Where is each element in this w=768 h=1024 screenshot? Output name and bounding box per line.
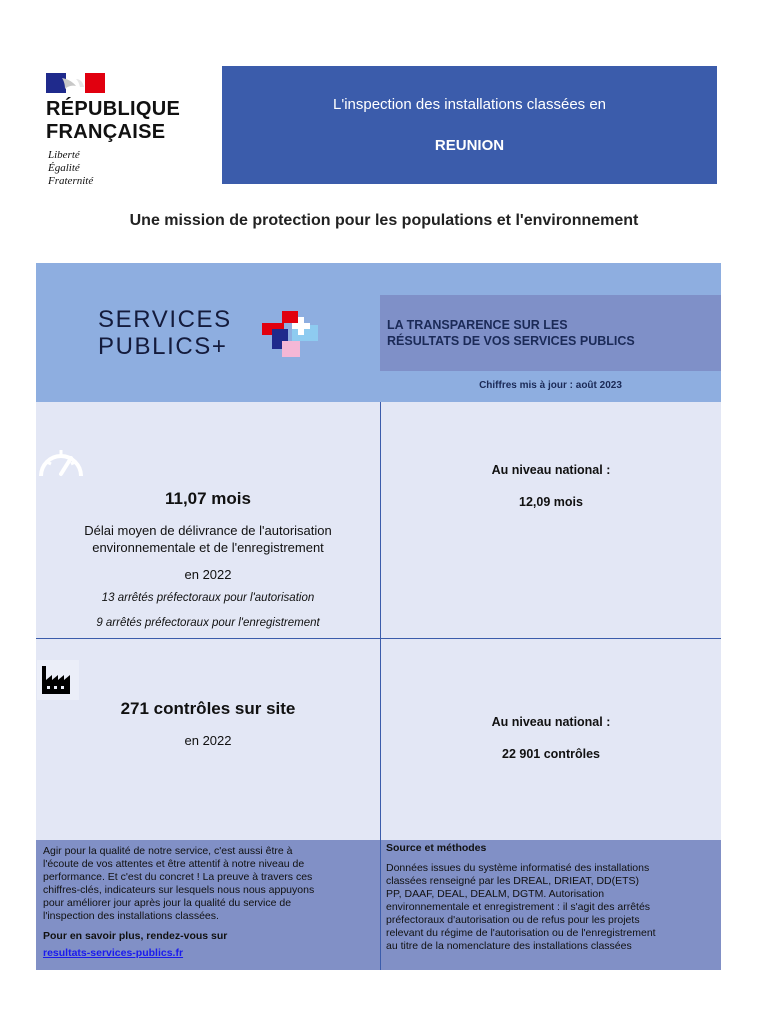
footer-more-label: Pour en savoir plus, rendez-vous sur [43,930,228,942]
delay-note-registration: 9 arrêtés préfectoraux pour l'enregistrement [96,617,320,629]
results-website-link[interactable]: resultats-services-publics.fr [43,947,184,959]
republic-motto: Liberté Égalité Fraternité [48,149,94,187]
footer-intro: Agir pour la qualité de notre service, c'est aussi être à l'écoute de vos attentes et être attentif à notre niveau de performance. Et c'est du concret ! La preuve à travers ces chiffres-clés, indicateurs sur lesquels nous nous appuyons pour améliorer jour après jour la qualité du service de l'inspection des installations classées. Pour en savoir plus, rendez-vous sur resultats-services-publics.fr [43,845,315,959]
delay-value: 11,07 mois [164,489,251,508]
speedometer-icon [37,440,85,480]
footer-divider [380,840,381,970]
delay-year: en 2022 [184,567,232,582]
source-title: Source et méthodes [386,842,487,854]
services-publics-plus-icon [262,311,318,357]
header-region: REUNION [434,137,505,154]
controls-national-label: Au niveau national : [491,715,611,729]
republique-francaise-title: RÉPUBLIQUE FRANÇAISE [46,98,181,143]
header-title: L'inspection des installations classées en [332,96,607,113]
marianne-flag-icon [46,73,105,93]
controls-national-value: 22 901 contrôles [502,747,600,761]
controls-value: 271 contrôles sur site [120,699,296,718]
delay-national-label: Au niveau national : [491,463,611,477]
delay-note-authorization: 13 arrêtés préfectoraux pour l'autorisation [101,592,315,604]
controls-year: en 2022 [184,733,232,748]
transparency-box: LA TRANSPARENCE SUR LES RÉSULTATS DE VOS SERVICES PUBLICS [380,295,721,371]
header-banner [222,66,717,184]
row-divider [36,638,721,639]
services-publics-logo: SERVICES PUBLICS+ [98,306,232,360]
factory-icon [37,660,79,700]
footer-sources: Source et méthodes Données issues du système informatisé des installations classées renseigné par les DREAL, DRIEAT, DD(ETS) PP, DAAF, DEAL, DEALM, DGTM. Autorisation environnementale et enregistrement : il s'agit des arrêtés préfectoraux d'autorisation ou de refus pour les projets relevant du régime de l'autorisation ou de l'enregistrement au titre de la nomenclature des installations classées [386,842,656,952]
mission-statement: Une mission de protection pour les populations et l'environnement [129,212,639,229]
delay-national-value: 12,09 mois [519,495,583,509]
update-date: Chiffres mis à jour : août 2023 [479,380,622,391]
delay-description: Délai moyen de délivrance de l'autorisation environnementale et de l'enregistrement [84,523,332,555]
